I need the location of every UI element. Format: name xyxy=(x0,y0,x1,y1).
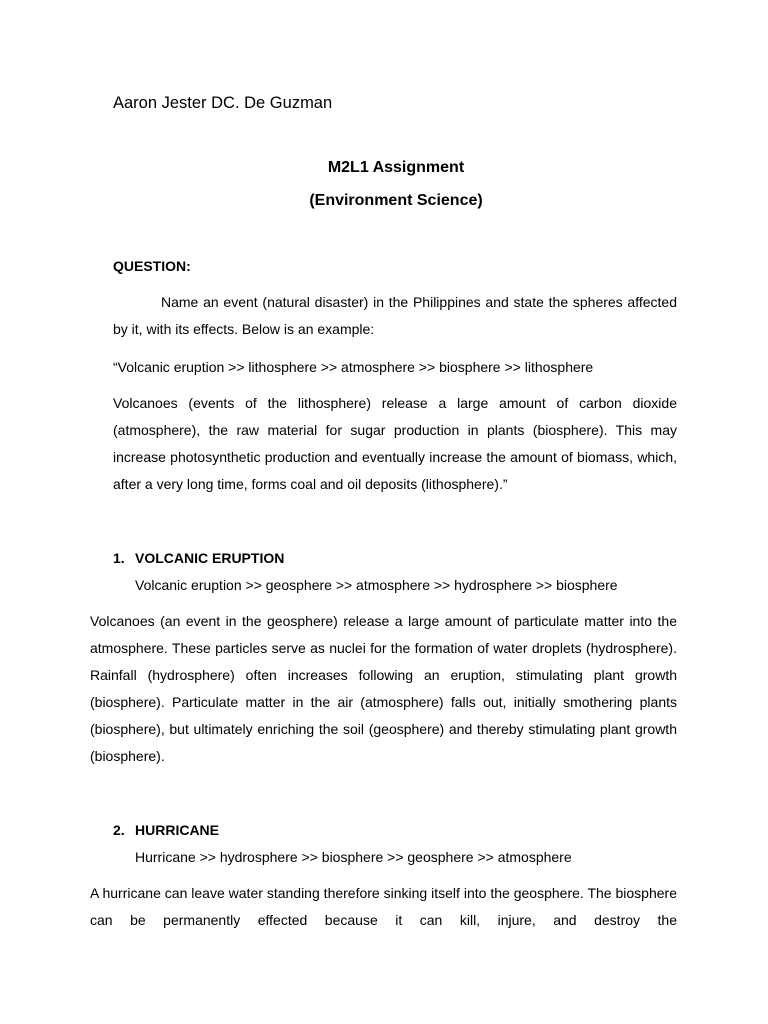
assignment-title: M2L1 Assignment xyxy=(327,159,465,176)
section-2-heading xyxy=(113,821,219,839)
example-text: Volcanoes (events of the lithosphere) release a large amount of carbon dioxide (atmosphere), the raw material for sugar production in plants (biosphere). This may increase photosynthetic production and eventually increase the amount of biomass, which, after a very long time, forms coal and oil deposits (lithosphere).” xyxy=(113,395,677,492)
example-chain: “Volcanic eruption >> lithosphere >> atmosphere >> biosphere >> lithosphere xyxy=(113,359,594,375)
section-1-title: VOLCANIC ERUPTION xyxy=(135,550,285,566)
assignment-subtitle: (Environment Science) xyxy=(309,192,483,209)
section-1-heading xyxy=(113,549,284,567)
section-2-body: A hurricane can leave water standing therefore sinking itself into the geosphere. The biosphere can be permanently effected because it can kill, injure, and destroy the xyxy=(90,885,677,928)
author-name: Aaron Jester DC. De Guzman xyxy=(113,94,333,112)
section-2-title: HURRICANE xyxy=(135,822,219,838)
question-label: QUESTION: xyxy=(113,258,191,274)
section-1-chain: Volcanic eruption >> geosphere >> atmosphere >> hydrosphere >> biosphere xyxy=(135,577,618,593)
section-2-number: 2. xyxy=(113,822,125,838)
question-text: Name an event (natural disaster) in the Philippines and state the spheres affected by it, with its effects. Below is an example: xyxy=(113,294,677,337)
section-1-body: Volcanoes (an event in the geosphere) release a large amount of particulate matter into the atmosphere. These particles serve as nuclei for the formation of water droplets (hydrosphere). Rainfall (hydrosphere) often increases following an eruption, stimulating plant growth (biosphere). Particulate matter in the air (atmosphere) falls out, initially smothering plants (biosphere), but ultimately enriching the soil (geosphere) and thereby stimulating plant growth (biosphere). xyxy=(90,613,677,764)
section-2-chain: Hurricane >> hydrosphere >> biosphere >> geosphere >> atmosphere xyxy=(135,849,572,865)
section-1-number: 1. xyxy=(113,550,125,566)
